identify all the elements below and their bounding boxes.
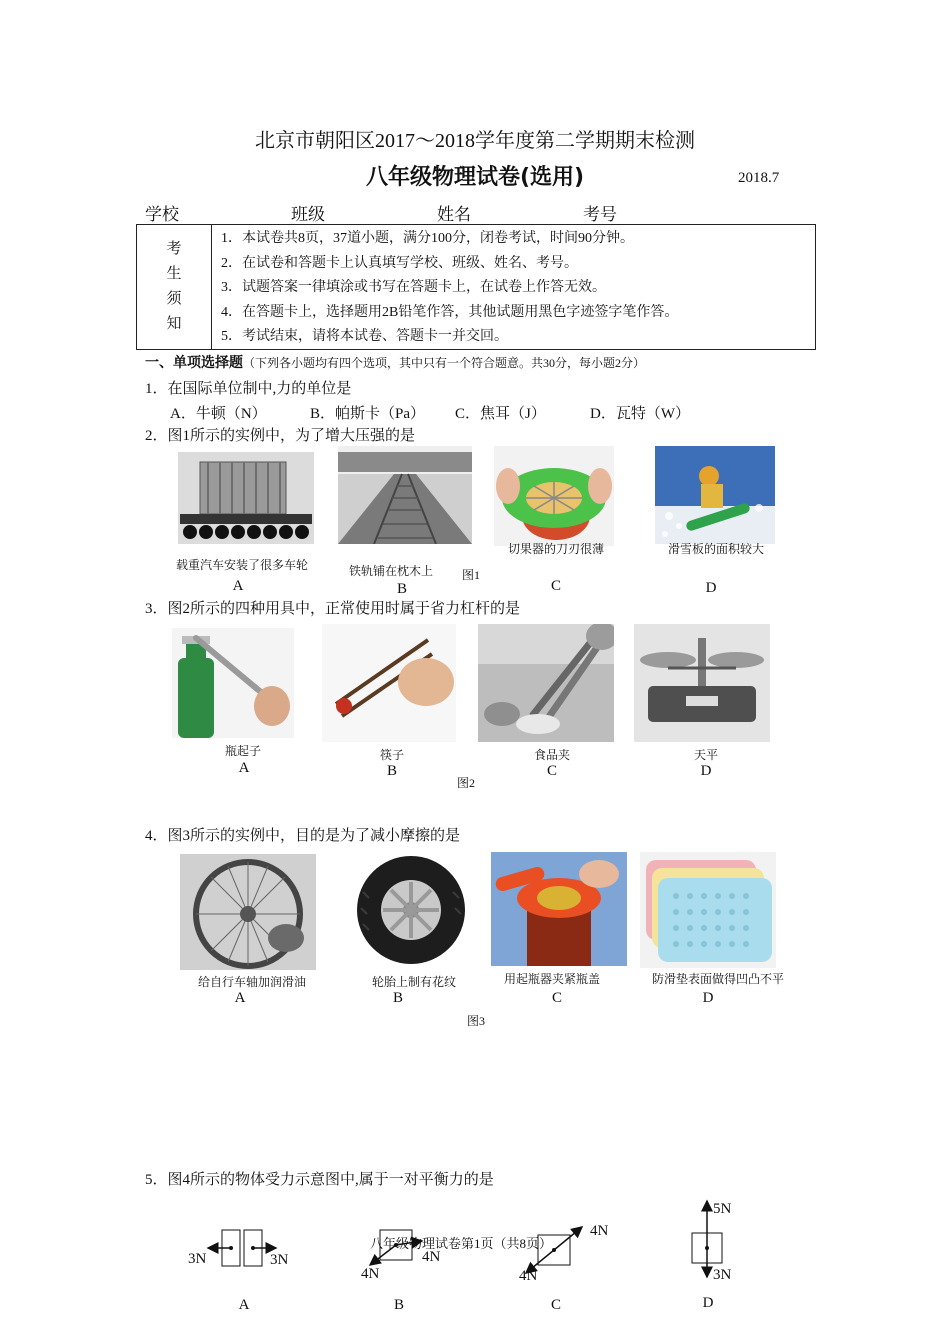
notice-item: 3．试题答案一律填涂或书写在答题卡上，在试卷上作答无效。 [221,280,606,295]
tire-image [343,852,479,968]
q2-caption-b: 铁轨铺在枕木上 [348,564,433,578]
class-field[interactable]: 班级 [291,200,419,225]
bicycle-lubrication-image [180,854,316,970]
q1-option-d: D．瓦特（W） [590,406,690,422]
q4-caption-c: 用起瓶器夹紧瓶盖 [503,972,600,986]
q2-caption-d: 滑雪板的面积较大 [667,542,764,556]
notice-item: 5．考试结束，请将本试卷、答题卡一并交回。 [221,329,508,344]
exam-number-field[interactable]: 考号 [583,200,711,225]
railway-track-image [338,446,472,544]
chopsticks-image [322,624,456,742]
q2-letter-b: B [396,581,407,597]
figure-3-label: 图3 [467,1014,486,1028]
q5-letter-a: A [238,1297,250,1313]
q4-letter-b: B [392,990,403,1006]
q3-letter-a: A [238,760,250,776]
question-3: 3．图2所示的四种用具中，正常使用时属于省力杠杆的是 [145,601,521,617]
q4-letter-c: C [551,990,562,1006]
q3-caption-a: 瓶起子 [224,744,261,758]
notice-item: 2．在试卷和答题卡上认真填写学校、班级、姓名、考号。 [221,255,578,271]
force-label-a-right: 3N [270,1252,289,1268]
q3-caption-c: 食品夹 [533,748,570,762]
q2-letter-a: A [232,578,244,594]
force-diagram-a [208,1230,276,1266]
exam-subtitle: 八年级物理试卷(选用) [365,165,585,190]
balance-scale-image [634,624,770,742]
force-label-d-top: 5N [713,1201,732,1217]
force-label-a-left: 3N [188,1251,207,1267]
force-label-b-bottom: 4N [361,1266,380,1282]
q4-caption-d: 防滑垫表面做得凹凸不平 [651,972,784,986]
notice-item: 4．在答题卡上，选择题用2B铅笔作答，其他试题用黑色字迹签字笔作答。 [221,304,679,320]
q4-letter-a: A [234,990,246,1006]
q1-option-b: B．帕斯卡（Pa） [310,406,426,422]
snowboard-image [655,446,775,544]
food-tongs-image [478,624,614,742]
q2-letter-c: C [550,578,561,594]
exam-title: 北京市朝阳区2017～2018学年度第二学期期末检测 [255,130,695,152]
notice-label: 考 生 须 知 [137,225,212,349]
q3-caption-d: 天平 [693,748,718,762]
q2-caption-a: 载重汽车安装了很多车轮 [175,558,308,572]
q1-option-a: A．牛顿（N） [170,406,267,422]
question-5: 5．图4所示的物体受力示意图中,属于一对平衡力的是 [145,1172,494,1188]
force-label-c-bottom: 4N [519,1268,538,1284]
notice-box [136,224,816,350]
name-field[interactable]: 姓名 [437,200,565,225]
fruit-slicer-image [494,446,614,546]
q5-letter-d: D [702,1295,714,1311]
notice-item: 1．本试卷共8页，37道小题，满分100分，闭卷考试，时间90分钟。 [221,231,634,246]
q4-caption-b: 轮胎上制有花纹 [371,975,456,989]
notice-items [221,227,678,350]
q3-letter-c: C [546,763,557,779]
section-heading: 一、单项选择题（下列各小题均有四个选项，其中只有一个符合题意。共30分，每小题2分） [145,355,646,371]
q2-caption-c: 切果器的刀刃很薄 [507,542,604,556]
figure-1-label: 图1 [462,568,481,582]
figure-2-label: 图2 [457,776,476,790]
q3-letter-d: D [700,763,712,779]
force-label-d-bottom: 3N [713,1267,732,1283]
heavy-truck-image [178,452,314,544]
question-1: 1．在国际单位制中,力的单位是 [145,381,352,397]
force-label-c-top: 4N [590,1223,609,1239]
student-info-fields [145,200,711,225]
q3-letter-b: B [386,763,397,779]
anti-slip-mat-image [640,852,776,968]
q4-letter-d: D [702,990,714,1006]
page-footer: 八年级物理试卷第1页（共8页） [370,1236,553,1251]
q4-caption-a: 给自行车轴加润滑油 [197,975,306,989]
bottle-opener-image [172,628,294,738]
q3-caption-b: 筷子 [379,748,404,762]
school-field[interactable]: 学校 [145,200,273,225]
exam-date: 2018.7 [738,170,780,186]
q5-letter-c: C [550,1297,561,1313]
q2-letter-d: D [705,580,717,596]
q5-letter-b: B [393,1297,404,1313]
bottle-opener-clamp-image [491,852,627,966]
force-label-b-right: 4N [422,1249,441,1265]
q1-option-c: C．焦耳（J） [455,406,546,422]
question-2: 2．图1所示的实例中，为了增大压强的是 [145,428,416,444]
question-4: 4．图3所示的实例中，目的是为了减小摩擦的是 [145,828,461,844]
